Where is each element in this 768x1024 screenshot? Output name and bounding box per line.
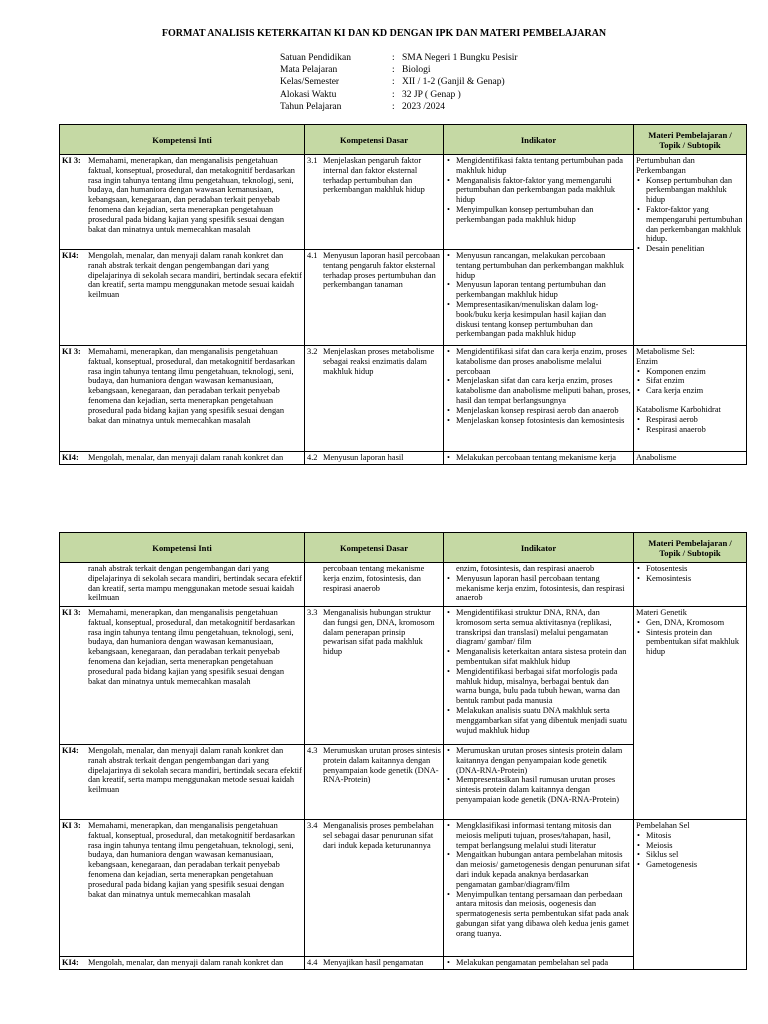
materi-cell bbox=[634, 346, 747, 452]
header-indikator: Indikator bbox=[444, 533, 634, 563]
list-item: • Menyusun laporan tentang pertumbuhan dan perkembangan makhluk hidup bbox=[446, 280, 631, 300]
kd-cell bbox=[305, 155, 444, 250]
list-item: • Melakukan percobaan tentang mekanisme kerja bbox=[446, 453, 631, 463]
kd-code: 3.2 bbox=[307, 347, 318, 356]
kd-text: Menyajikan hasil pengamatan bbox=[323, 958, 424, 967]
ki-code: KI 3: bbox=[62, 821, 81, 830]
kd-text: Menganalisis proses pembelahan sel sebagai dasar penurunan sifat dari induk kepada keturunannya bbox=[323, 821, 434, 850]
list-item: • Mengidentifikasi struktur DNA, RNA, dan kromosom serta semua aktivitasnya (replikasi, transkripsi dan translasi) melalui pengamatan diagram/ gambar/ film bbox=[446, 608, 631, 647]
materi-cell bbox=[634, 452, 747, 465]
indikator-cell bbox=[444, 155, 634, 250]
list-item: • Respirasi anaerob bbox=[636, 425, 744, 435]
kd-text: Menganalisis hubungan struktur dan fungsi gen, DNA, kromosom dalam penerapan prinsip pewarisan sifat pada makhluk hidup bbox=[323, 608, 435, 657]
kd-cell bbox=[305, 957, 444, 970]
meta-row bbox=[280, 101, 622, 113]
ki-cell bbox=[60, 346, 305, 452]
list-item: • Mempresentasikan/menuliskan dalam log-book/buku kerja kesimpulan hasil kajian dan diskusi tentang konsep pertumbuhan dan perkembangan pada makhluk hidup bbox=[446, 300, 631, 339]
ki-code: KI 3: bbox=[62, 156, 81, 165]
ki-cell bbox=[60, 452, 305, 465]
kd-code: 4.4 bbox=[307, 958, 318, 967]
kd-code: 4.2 bbox=[307, 453, 318, 462]
list-item: • Menganalisis faktor-faktor yang memengaruhi pertumbuhan dan perkembangan pada makhluk hidup bbox=[446, 176, 631, 205]
list-item: • Gen, DNA, Kromosom bbox=[636, 618, 744, 628]
meta-value: SMA Negeri 1 Bungku Pesisir bbox=[402, 53, 518, 63]
analysis-table-page2 bbox=[59, 532, 747, 970]
list-item: • Mengidentifikasi berbagai sifat morfologis pada mahluk hidup, misalnya, berbagai bentuk dan warna bunga, bulu pada tubuh hewan, warna dan bentuk rambut pada manusia bbox=[446, 667, 631, 706]
meta-label: Kelas/Semester bbox=[280, 77, 340, 88]
materi-subheading: Katabolisme Karbohidrat bbox=[636, 404, 721, 414]
ki-code: KI 3: bbox=[62, 608, 81, 617]
meta-colon: : bbox=[392, 53, 395, 63]
kd-code: 3.3 bbox=[307, 608, 318, 617]
kd-cell bbox=[305, 250, 444, 346]
materi-heading: Anabolisme bbox=[636, 453, 677, 462]
kd-cell bbox=[305, 607, 444, 745]
kd-cell bbox=[305, 745, 444, 820]
list-item: • Mengaitkan hubungan antara pembelahan mitosis dan meiosis/ gametogenesis dengan penurunan sifat dari induk kepada anaknya berdasarkan pengamatan gambar/diagram/film bbox=[446, 850, 631, 889]
list-item: • Meiosis bbox=[636, 841, 744, 851]
ki-code: KI4: bbox=[62, 746, 79, 755]
list-item: • Menyimpulkan tentang persamaan dan perbedaan antara mitosis dan meiosis, oogenesis dan spermatogenesis serta pembentukan sifat pada anak gabungan sifat yang dibawa oleh kedua jenis gamet orang tuanya. bbox=[446, 890, 631, 939]
header-materi: Materi Pembelajaran / Topik / Subtopik bbox=[634, 533, 747, 563]
kd-text: Menjelaskan pengaruh faktor internal dan faktor eksternal terhadap pertumbuhan dan perkembangan makhluk hidup bbox=[323, 156, 425, 195]
header-indikator: Indikator bbox=[444, 125, 634, 155]
meta-label: Satuan Pendidikan bbox=[280, 53, 351, 63]
list-item: • Sintesis protein dan pembentukan sifat makhluk hidup bbox=[636, 628, 744, 657]
kd-code: 3.4 bbox=[307, 821, 318, 830]
list-item: • Mengklasifikasi informasi tentang mitosis dan meiosis meliputi tujuan, proses/tahapan, hasil, tempat berlangsung melalui studi literatur bbox=[446, 821, 631, 850]
list-item: • Desain penelitian bbox=[636, 244, 744, 254]
table-row bbox=[60, 452, 747, 465]
kd-cell bbox=[305, 346, 444, 452]
table-header-row bbox=[60, 125, 747, 155]
header-kompetensi-inti: Kompetensi Inti bbox=[60, 533, 305, 563]
list-item: • Cara kerja enzim bbox=[636, 386, 744, 396]
analysis-table-page1 bbox=[59, 124, 747, 465]
meta-row bbox=[280, 64, 622, 76]
indikator-cell bbox=[444, 250, 634, 346]
materi-heading: Pertumbuhan dan Perkembangan bbox=[636, 156, 695, 175]
ki-cell bbox=[60, 957, 305, 970]
materi-cell bbox=[634, 155, 747, 346]
indikator-cell bbox=[444, 452, 634, 465]
header-kompetensi-dasar: Kompetensi Dasar bbox=[305, 125, 444, 155]
list-item: • Menjelaskan konsep respirasi aerob dan anaerob bbox=[446, 406, 631, 416]
list-item: • Mengidentifikasi sifat dan cara kerja enzim, proses katabolisme dan proses anabolisme melalui percobaan bbox=[446, 347, 631, 376]
meta-value: 2023 /2024 bbox=[402, 101, 446, 112]
ki-cell bbox=[60, 250, 305, 346]
ki-text: Memahami, menerapkan, dan menganalisis pengetahuan faktual, konseptual, prosedural, dan metakognitif berdasarkan rasa ingin tahunya tentang ilmu pengetahuan, teknologi, seni, budaya, dan humaniora dengan wawasan kemanusiaan, kebangsaan, kenegaraan, dan peradaban terkait penyebab fenomena dan kejadian, serta menerapkan pengetahuan prosedural pada bidang kajian yang spesifik sesuai dengan bakat dan minatnya untuk memecahkan masalah bbox=[88, 821, 295, 899]
list-item: • Gametogenesis bbox=[636, 860, 744, 870]
materi-cell bbox=[634, 607, 747, 820]
meta-value: 32 JP ( Genap ) bbox=[402, 89, 461, 100]
list-item: • Mempresentasikan hasil rumusan urutan proses sintesis protein dalam kaitannya dengan penyampaian kode genetik (DNA-RNA-Protein) bbox=[446, 775, 631, 804]
header-kompetensi-inti: Kompetensi Inti bbox=[60, 125, 305, 155]
materi-subheading: Enzim bbox=[636, 356, 658, 366]
ki-code: KI4: bbox=[62, 453, 79, 462]
indikator-cell bbox=[444, 957, 634, 970]
ki-cell bbox=[60, 745, 305, 820]
meta-colon: : bbox=[392, 89, 395, 100]
indikator-cell bbox=[444, 346, 634, 452]
kd-text: Merumuskan urutan proses sintesis protein dalam kaitannya dengan penyampaian kode genetik (DNA-RNA-Protein) bbox=[323, 746, 441, 785]
list-item: • Mengidentifikasi fakta tentang pertumbuhan pada makhluk hidup bbox=[446, 156, 631, 176]
indikator-cell bbox=[444, 745, 634, 820]
materi-cell bbox=[634, 820, 747, 970]
materi-heading: Metabolisme Sel: bbox=[636, 347, 695, 356]
materi-cell bbox=[634, 563, 747, 607]
kd-text: percobaan tentang mekanisme kerja enzim, fotosintesis, dan respirasi anaerob bbox=[323, 564, 425, 593]
header-kompetensi-dasar: Kompetensi Dasar bbox=[305, 533, 444, 563]
ki-text: Memahami, menerapkan, dan menganalisis pengetahuan faktual, konseptual, prosedural, dan metakognitif berdasarkan rasa ingin tahunya tentang ilmu pengetahuan, teknologi, seni, budaya, dan humaniora dengan wawasan kemanusiaan, kebangsaan, kenegaraan, dan peradaban terkait penyebab fenomena dan kejadian, serta menerapkan pengetahuan prosedural pada bidang kajian yang spesifik sesuai dengan bakat dan minatnya untuk memecahkan masalah bbox=[88, 347, 295, 425]
document-title: FORMAT ANALISIS KETERKAITAN KI DAN KD DENGAN IPK DAN MATERI PEMBELAJARAN bbox=[161, 28, 607, 39]
ki-text: Mengolah, menalar, dan menyaji dalam ranah konkret dan bbox=[88, 958, 284, 967]
ki-text: Memahami, menerapkan, dan menganalisis pengetahuan faktual, konseptual, prosedural, dan metakognitif berdasarkan rasa ingin tahunya tentang ilmu pengetahuan, teknologi, seni, budaya, dan humaniora dengan wawasan kemanusiaan, kebangsaan, kenegaraan, dan peradaban terkait penyebab fenomena dan kejadian, serta menerapkan pengetahuan prosedural pada bidang kajian yang spesifik sesuai dengan bakat dan minatnya untuk memecahkan masalah bbox=[88, 608, 295, 686]
indikator-cell bbox=[444, 607, 634, 745]
ki-text: ranah abstrak terkait dengan pengembangan dari yang dipelajarinya di sekolah secara mandiri, bertindak secara efektif dan kreatif, serta mampu menggunakan metode sesuai kaidah keilmuan bbox=[88, 564, 302, 603]
ki-code: KI4: bbox=[62, 958, 79, 967]
list-item: • Konsep pertumbuhan dan perkembangan makhluk hidup bbox=[636, 176, 744, 205]
ki-text: Memahami, menerapkan, dan menganalisis pengetahuan faktual, konseptual, prosedural, dan metakognitif berdasarkan rasa ingin tahunya tentang ilmu pengetahuan, teknologi, seni, budaya, dan humaniora dengan wawasan kemanusiaan, kebangsaan, kenegaraan, dan peradaban terkait penyebab fenomena dan kejadian, serta menerapkan pengetahuan prosedural pada bidang kajian yang spesifik sesuai dengan bakat dan minatnya untuk memecahkan masalah bbox=[88, 156, 295, 234]
meta-colon: : bbox=[392, 77, 395, 88]
kd-code: 4.1 bbox=[307, 251, 318, 260]
list-item: • Menjelaskan konsep fotosintesis dan kemosintesis bbox=[446, 416, 631, 426]
indikator-cell bbox=[444, 820, 634, 957]
kd-text: Menyusun laporan hasil bbox=[323, 453, 404, 462]
list-item: • Sifat enzim bbox=[636, 376, 744, 386]
kd-code: 3.1 bbox=[307, 156, 318, 165]
list-item: • Menyusun laporan hasil percobaan tentang mekanisme kerja enzim, fotosintesis, dan respirasi anaerob bbox=[446, 574, 631, 603]
kd-cell bbox=[305, 563, 444, 607]
kd-cell bbox=[305, 820, 444, 957]
ki-cell bbox=[60, 155, 305, 250]
table-row bbox=[60, 155, 747, 250]
meta-row bbox=[280, 52, 622, 64]
list-item: • Mitosis bbox=[636, 831, 744, 841]
table-row bbox=[60, 563, 747, 607]
list-item: • Melakukan pengamatan pembelahan sel pada bbox=[446, 958, 631, 968]
kd-text: Menyusun laporan hasil percobaan tentang pengaruh faktor eksternal terhadap proses pertumbuhan dan perkembangan tanaman bbox=[323, 251, 440, 290]
list-item: • Menyimpulkan konsep pertumbuhan dan perkembangan pada makhluk hidup bbox=[446, 205, 631, 225]
ki-cell bbox=[60, 563, 305, 607]
ki-code: KI 3: bbox=[62, 347, 81, 356]
materi-heading: Materi Genetik bbox=[636, 608, 687, 617]
list-item: • Respirasi aerob bbox=[636, 415, 744, 425]
meta-value: XII / 1-2 (Ganjil & Genap) bbox=[402, 77, 505, 88]
kd-text: Menjelaskan proses metabolisme sebagai reaksi enzimatis dalam makhluk hidup bbox=[323, 347, 435, 376]
meta-colon: : bbox=[392, 101, 395, 112]
meta-row bbox=[280, 89, 622, 101]
meta-label: Mata Pelajaran bbox=[280, 65, 338, 76]
ki-cell bbox=[60, 607, 305, 745]
identity-block bbox=[280, 52, 622, 113]
list-item: • Kemosintesis bbox=[636, 574, 744, 584]
meta-row bbox=[280, 76, 622, 88]
list-item: • Merumuskan urutan proses sintesis protein dalam kaitannya dengan penyampaian kode genetik (DNA-RNA-Protein) bbox=[446, 746, 631, 775]
meta-label: Tahun Pelajaran bbox=[280, 101, 342, 112]
list-item: • Fotosentesis bbox=[636, 564, 744, 574]
meta-value: Biologi bbox=[402, 65, 431, 76]
materi-heading: Pembelahan Sel bbox=[636, 821, 690, 830]
ki-text: Mengolah, menalar, dan menyaji dalam ranah konkret dan bbox=[88, 453, 284, 462]
ki-text: Mengolah, menalar, dan menyaji dalam ranah konkret dan ranah abstrak terkait dengan pengembangan dari yang dipelajarinya di sekolah secara mandiri, bertindak secara efektif dan kreatif, serta mampu menggunakan metode sesuai kaidah keilmuan bbox=[88, 251, 302, 300]
table-row bbox=[60, 346, 747, 452]
header-materi: Materi Pembelajaran / Topik / Subtopik bbox=[634, 125, 747, 155]
list-item: • Melakukan analisis suatu DNA makhluk serta menggambarkan sifat yang dibentuk menjadi suatu wujud makhluk hidup bbox=[446, 706, 631, 735]
kd-cell bbox=[305, 452, 444, 465]
indikator-continued: enzim, fotosintesis, dan respirasi anaerob bbox=[456, 564, 595, 573]
list-item: • Menjelaskan sifat dan cara kerja enzim, proses katabolisme dan anabolisme meliputi bahan, proses, hasil dan tempat berlangsungnya bbox=[446, 376, 631, 405]
table-row bbox=[60, 820, 747, 957]
kd-code: 4.3 bbox=[307, 746, 318, 755]
list-item: • Siklus sel bbox=[636, 850, 744, 860]
list-item: • Komponen enzim bbox=[636, 367, 744, 377]
ki-code: KI4: bbox=[62, 251, 79, 260]
list-item: • Menyusun rancangan, melakukan percobaan tentang pertumbuhan dan perkembangan makhluk hidup bbox=[446, 251, 631, 280]
ki-text: Mengolah, menalar, dan menyaji dalam ranah konkret dan ranah abstrak terkait dengan pengembangan dari yang dipelajarinya di sekolah secara mandiri, bertindak secara efektif dan kreatif, serta mampu menggunakan metode sesuai kaidah keilmuan bbox=[88, 746, 302, 795]
meta-label: Alokasi Waktu bbox=[280, 89, 337, 100]
ki-cell bbox=[60, 820, 305, 957]
list-item: • Faktor-faktor yang mempengaruhi pertumbuhan dan perkembangan makhluk hidup. bbox=[636, 205, 744, 244]
meta-colon: : bbox=[392, 65, 395, 76]
table-row bbox=[60, 607, 747, 745]
table-header-row bbox=[60, 533, 747, 563]
list-item: • Menganalisis keterkaitan antara sistesa protein dan pembentukan sifat makhluk hidup bbox=[446, 647, 631, 667]
indikator-cell bbox=[444, 563, 634, 607]
